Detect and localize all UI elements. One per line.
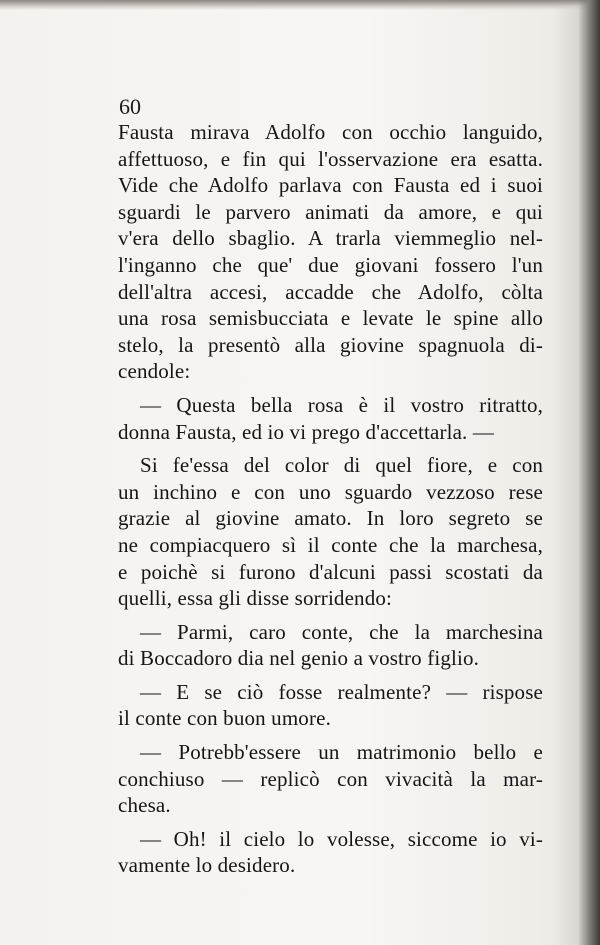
- body-text: [118, 119, 543, 879]
- paragraph-gap: [118, 732, 543, 739]
- text-line: stelo, la presentò alla giovine spagnuola di-: [118, 332, 543, 357]
- text-line: affettuoso, e fin qui l'osservazione era esatta.: [118, 146, 543, 171]
- book-gutter-shadow: [578, 0, 600, 945]
- text-line: un inchino e con uno sguardo vezzoso rese: [118, 479, 543, 504]
- text-line: v'era dello sbaglio. A trarla viemmeglio nel-: [118, 226, 543, 251]
- paragraph-gap: [118, 672, 543, 679]
- text-line: conchiuso — replicò con vivacità la mar-: [118, 766, 543, 791]
- text-line: donna Fausta, ed io vi prego d'accettarla. —: [118, 419, 495, 444]
- paragraph-gap: [118, 445, 543, 452]
- text-line: Si fe'essa del color di quel fiore, e con: [140, 453, 543, 478]
- text-line: dell'altra accesi, accadde che Adolfo, còlta: [118, 279, 543, 304]
- text-line: Fausta mirava Adolfo con occhio languido,: [118, 120, 543, 144]
- text-line: Vide che Adolfo parlava con Fausta ed i suoi: [118, 173, 543, 198]
- text-line: l'inganno che que' due giovani fossero l'un: [118, 252, 543, 277]
- text-line: chesa.: [118, 793, 171, 818]
- text-line: — Potrebb'essere un matrimonio bello e: [140, 740, 543, 765]
- scan-top-edge: [0, 0, 600, 10]
- paragraph-gap: [118, 612, 543, 619]
- paragraph-gap: [118, 819, 543, 826]
- text-line: e poichè si furono d'alcuni passi scostati da: [118, 559, 543, 584]
- text-line: — Parmi, caro conte, che la marchesina: [140, 619, 543, 644]
- text-line: cendole:: [118, 359, 191, 384]
- text-line: grazie al giovine amato. In loro segreto se: [118, 506, 543, 531]
- text-line: — Questa bella rosa è il vostro ritratto,: [140, 392, 543, 417]
- text-line: il conte con buon umore.: [118, 706, 331, 731]
- paragraph-gap: [118, 385, 543, 392]
- text-line: — Oh! il cielo lo volesse, siccome io vi-: [140, 826, 543, 851]
- text-line: sguardi le parvero animati da amore, e qui: [118, 199, 543, 224]
- text-line: di Boccadoro dia nel genio a vostro figlio.: [118, 646, 480, 671]
- text-line: — E se ciò fosse realmente? — rispose: [140, 679, 543, 704]
- text-line: una rosa semisbucciata e levate le spine allo: [118, 306, 543, 331]
- text-line: vamente lo desidero.: [118, 853, 296, 878]
- page-number: 60: [119, 94, 141, 119]
- text-line: quelli, essa gli disse sorridendo:: [118, 586, 392, 611]
- text-line: ne compiacquero sì il conte che la marchesa,: [118, 532, 543, 557]
